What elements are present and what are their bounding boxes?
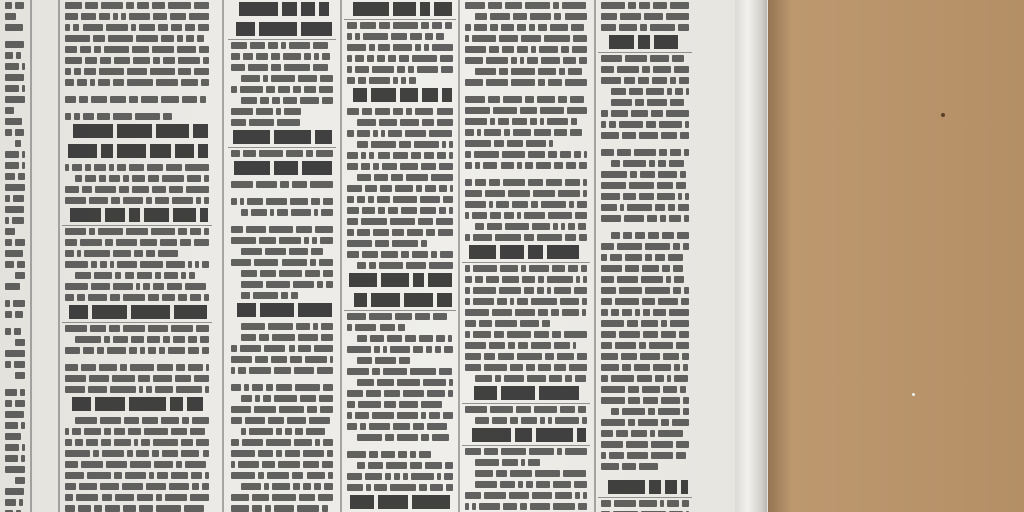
text-line (228, 119, 336, 126)
text-line (2, 118, 28, 125)
text-line (598, 182, 692, 189)
text-line (2, 499, 28, 506)
text-line (62, 364, 212, 371)
text-line (228, 259, 336, 266)
text-line (62, 24, 212, 31)
text-line (62, 197, 212, 204)
text-line (344, 108, 456, 115)
text-line (228, 494, 336, 501)
text-line (228, 292, 336, 299)
text-line (598, 99, 692, 106)
text-line (2, 250, 28, 257)
text-line (2, 173, 28, 180)
text-line (462, 406, 590, 413)
text-line (62, 175, 212, 182)
text-line (462, 162, 590, 169)
text-line (228, 334, 336, 341)
text-line (228, 417, 336, 424)
text-line (598, 276, 692, 283)
text-line (344, 77, 456, 84)
text-line (228, 281, 336, 288)
text-line (462, 309, 590, 316)
text-line (344, 412, 456, 419)
headline-block (62, 397, 212, 411)
text-line (598, 160, 692, 167)
divider (62, 225, 212, 226)
text-line (462, 212, 590, 219)
text-line (598, 500, 692, 507)
text-line (62, 375, 212, 382)
text-line (62, 386, 212, 393)
text-column (2, 0, 28, 512)
text-line (2, 85, 28, 92)
text-line (62, 250, 212, 257)
text-line (462, 79, 590, 86)
text-line (344, 368, 456, 375)
text-line (462, 234, 590, 241)
text-line (2, 389, 28, 396)
text-line (462, 2, 590, 9)
text-line (462, 129, 590, 136)
text-line (598, 452, 692, 459)
text-line (344, 229, 456, 236)
text-line (344, 434, 456, 441)
text-line (228, 483, 336, 490)
text-line (598, 342, 692, 349)
text-line (598, 408, 692, 415)
text-line (2, 228, 28, 235)
text-line (598, 55, 692, 62)
text-line (462, 470, 590, 477)
text-line (2, 13, 28, 20)
text-line (2, 477, 28, 484)
text-line (2, 217, 28, 224)
text-line (2, 107, 28, 114)
text-line (598, 215, 692, 222)
text-line (228, 461, 336, 468)
headline-block (344, 2, 456, 16)
text-line (462, 353, 590, 360)
text-line (462, 46, 590, 53)
text-line (598, 149, 692, 156)
text-line (462, 13, 590, 20)
text-line (62, 283, 212, 290)
text-line (62, 325, 212, 332)
text-line (2, 52, 28, 59)
text-line (344, 141, 456, 148)
text-line (2, 2, 28, 9)
text-line (228, 356, 336, 363)
text-line (344, 55, 456, 62)
headline-block (598, 35, 692, 49)
text-line (462, 265, 590, 272)
text-line (344, 44, 456, 51)
text-line (2, 372, 28, 379)
divider (462, 262, 590, 263)
text-line (62, 2, 212, 9)
text-line (462, 417, 590, 424)
text-line (462, 118, 590, 125)
text-line (2, 488, 28, 495)
text-line (62, 439, 212, 446)
text-line (2, 311, 28, 318)
headline-block (62, 208, 212, 222)
text-line (2, 300, 28, 307)
text-line (228, 270, 336, 277)
column-rule (458, 0, 460, 512)
text-line (598, 132, 692, 139)
divider (462, 445, 590, 446)
text-line (344, 462, 456, 469)
text-line (2, 361, 28, 368)
text-line (462, 287, 590, 294)
text-line (2, 41, 28, 48)
text-line (462, 276, 590, 283)
text-line (598, 441, 692, 448)
text-line (344, 33, 456, 40)
text-line (598, 254, 692, 261)
text-column (228, 0, 336, 512)
headline-block (598, 480, 692, 494)
text-line (344, 379, 456, 386)
text-line (462, 57, 590, 64)
text-line (344, 207, 456, 214)
text-line (228, 198, 336, 205)
text-line (344, 66, 456, 73)
text-line (598, 309, 692, 316)
text-line (228, 97, 336, 104)
text-line (228, 428, 336, 435)
text-line (598, 364, 692, 371)
text-line (598, 232, 692, 239)
text-line (2, 283, 28, 290)
text-line (598, 287, 692, 294)
text-line (598, 2, 692, 9)
text-line (2, 206, 28, 213)
text-column (344, 0, 456, 512)
text-line (2, 239, 28, 246)
text-line (62, 261, 212, 268)
text-line (462, 107, 590, 114)
text-line (598, 331, 692, 338)
text-line (62, 35, 212, 42)
headline-block (62, 144, 212, 158)
text-line (62, 483, 212, 490)
text-line (344, 119, 456, 126)
text-line (228, 395, 336, 402)
text-line (62, 417, 212, 424)
text-line (228, 439, 336, 446)
divider (598, 52, 692, 53)
text-line (462, 96, 590, 103)
text-line (62, 13, 212, 20)
divider (344, 19, 456, 20)
text-line (344, 262, 456, 269)
column-rule (222, 0, 224, 512)
text-line (2, 261, 28, 268)
column-rule (58, 0, 60, 512)
text-line (598, 13, 692, 20)
text-line (462, 375, 590, 382)
text-line (344, 324, 456, 331)
text-line (344, 174, 456, 181)
text-line (62, 272, 212, 279)
text-line (228, 323, 336, 330)
divider (344, 310, 456, 311)
text-line (2, 328, 28, 335)
text-line (2, 272, 28, 279)
text-line (228, 248, 336, 255)
text-line (2, 96, 28, 103)
text-line (2, 400, 28, 407)
text-line (598, 24, 692, 31)
text-line (344, 335, 456, 342)
text-line (598, 88, 692, 95)
text-line (228, 226, 336, 233)
text-line (62, 494, 212, 501)
text-line (598, 121, 692, 128)
text-line (344, 346, 456, 353)
text-line (598, 193, 692, 200)
text-line (344, 22, 456, 29)
headline-block (228, 2, 336, 16)
text-line (62, 79, 212, 86)
text-line (62, 96, 212, 103)
text-line (598, 265, 692, 272)
column-rule (30, 0, 32, 512)
text-line (228, 150, 336, 157)
headline-block (462, 245, 590, 259)
text-line (2, 74, 28, 81)
text-line (62, 428, 212, 435)
text-line (598, 419, 692, 426)
headline-block (62, 305, 212, 319)
text-line (62, 113, 212, 120)
text-line (598, 243, 692, 250)
divider (62, 322, 212, 323)
text-line (62, 186, 212, 193)
text-line (62, 505, 212, 512)
text-line (228, 42, 336, 49)
text-line (2, 162, 28, 169)
text-line (62, 294, 212, 301)
text-line (2, 151, 28, 158)
headline-block (344, 88, 456, 102)
text-line (2, 455, 28, 462)
text-line (598, 66, 692, 73)
text-line (2, 422, 28, 429)
text-line (462, 223, 590, 230)
text-line (344, 357, 456, 364)
text-line (2, 24, 28, 31)
text-line (62, 164, 212, 171)
text-line (228, 384, 336, 391)
text-line (2, 350, 28, 357)
text-line (462, 320, 590, 327)
text-line (344, 196, 456, 203)
text-line (462, 448, 590, 455)
text-line (344, 473, 456, 480)
text-line (2, 444, 28, 451)
text-line (462, 35, 590, 42)
text-line (344, 152, 456, 159)
text-line (2, 411, 28, 418)
text-line (228, 181, 336, 188)
text-line (598, 320, 692, 327)
text-line (228, 237, 336, 244)
text-line (598, 110, 692, 117)
headline-block (344, 293, 456, 307)
text-line (462, 331, 590, 338)
divider (598, 497, 692, 498)
headline-block (228, 161, 336, 175)
text-column (598, 0, 692, 512)
text-line (2, 195, 28, 202)
headline-block (228, 130, 336, 144)
text-line (462, 364, 590, 371)
text-line (2, 140, 28, 147)
text-line (228, 209, 336, 216)
text-line (2, 63, 28, 70)
text-line (62, 46, 212, 53)
text-line (344, 130, 456, 137)
divider (228, 147, 336, 148)
text-line (462, 140, 590, 147)
text-line (62, 347, 212, 354)
wall-mark (912, 393, 915, 396)
text-column (62, 0, 212, 512)
divider (462, 403, 590, 404)
column-rule (340, 0, 342, 512)
text-line (462, 492, 590, 499)
headline-block (344, 273, 456, 287)
text-line (344, 484, 456, 491)
text-line (344, 401, 456, 408)
text-line (228, 75, 336, 82)
text-line (462, 151, 590, 158)
text-line (228, 86, 336, 93)
text-line (344, 185, 456, 192)
text-line (62, 57, 212, 64)
text-line (228, 450, 336, 457)
text-column (462, 0, 590, 512)
text-line (344, 251, 456, 258)
text-line (462, 24, 590, 31)
text-line (2, 466, 28, 473)
text-line (62, 228, 212, 235)
text-line (62, 336, 212, 343)
text-line (228, 345, 336, 352)
text-line (462, 201, 590, 208)
text-line (62, 239, 212, 246)
text-line (598, 375, 692, 382)
text-line (598, 397, 692, 404)
text-line (462, 459, 590, 466)
text-line (598, 171, 692, 178)
text-line (228, 367, 336, 374)
headline-block (228, 303, 336, 317)
text-line (62, 450, 212, 457)
text-line (62, 472, 212, 479)
text-line (462, 68, 590, 75)
text-line (598, 77, 692, 84)
headline-block (228, 22, 336, 36)
headline-block (462, 428, 590, 442)
text-line (62, 461, 212, 468)
text-line (598, 463, 692, 470)
text-line (462, 190, 590, 197)
text-line (2, 433, 28, 440)
headline-block (62, 124, 212, 138)
headline-block (462, 386, 590, 400)
text-line (344, 240, 456, 247)
wall-mark (941, 113, 945, 117)
text-line (62, 68, 212, 75)
text-line (462, 342, 590, 349)
text-line (2, 184, 28, 191)
text-line (228, 472, 336, 479)
text-line (228, 406, 336, 413)
text-line (228, 505, 336, 512)
text-line (344, 163, 456, 170)
text-line (228, 53, 336, 60)
text-line (598, 430, 692, 437)
text-line (2, 129, 28, 136)
column-rule (594, 0, 596, 512)
text-line (462, 179, 590, 186)
text-line (598, 386, 692, 393)
text-line (598, 353, 692, 360)
text-line (344, 423, 456, 430)
text-line (462, 481, 590, 488)
text-line (228, 64, 336, 71)
text-line (462, 503, 590, 510)
text-line (344, 451, 456, 458)
text-line (462, 298, 590, 305)
headline-block (344, 495, 456, 509)
text-line (344, 218, 456, 225)
text-line (228, 108, 336, 115)
divider (228, 39, 336, 40)
text-line (344, 390, 456, 397)
text-line (598, 298, 692, 305)
text-line (2, 339, 28, 346)
newspaper-curled-edge (735, 0, 767, 512)
text-line (598, 204, 692, 211)
text-line (344, 313, 456, 320)
